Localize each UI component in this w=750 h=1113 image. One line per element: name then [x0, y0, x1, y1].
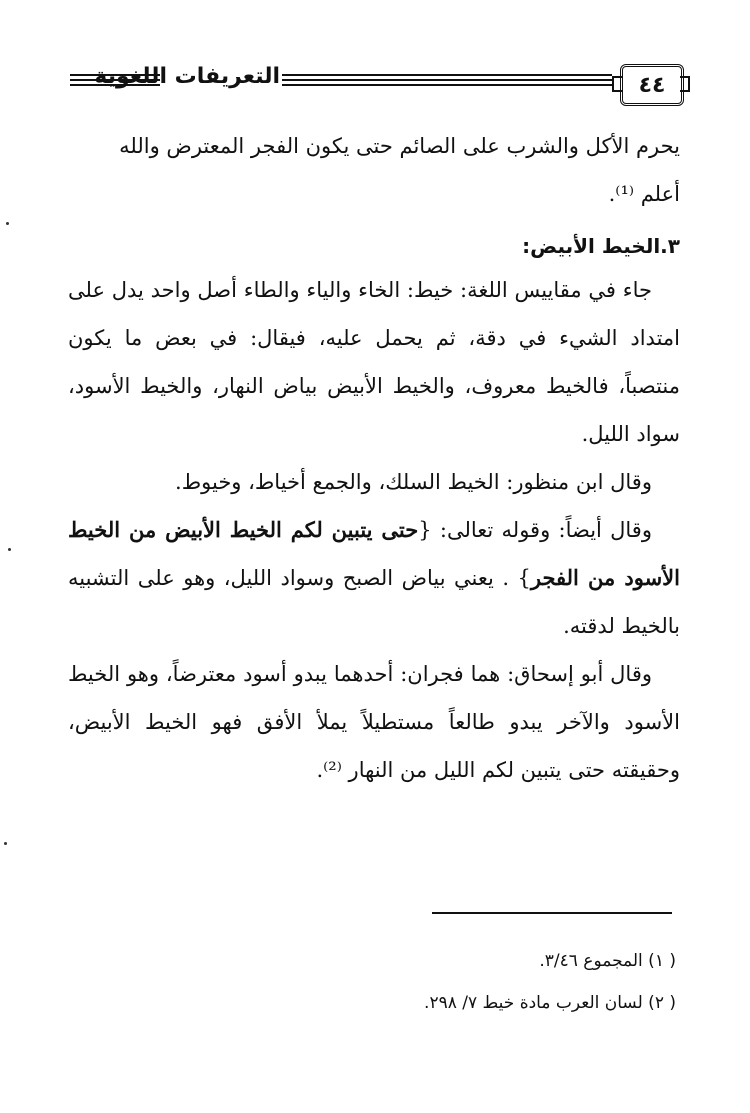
page-number-frame-tab [680, 76, 690, 92]
header-rule-middle [282, 74, 612, 88]
footnote-2: ( ٢) لسان العرب مادة خيط ٧/ ٢٩٨. [424, 993, 676, 1013]
page-number: ٤٤ [620, 64, 684, 106]
footnotes [180, 940, 676, 1024]
section-title: ٣.الخيط الأبيض: [522, 234, 680, 258]
scan-speck [8, 548, 11, 551]
verse-explanation: } . يعني بياض الصبح وسواد الليل، وهو على التشبيه بالخيط لدقته. [68, 566, 680, 638]
paragraph-ibn-manzur: وقال ابن منظور: الخيط السلك، والجمع أخياط، وخيوط. [175, 470, 652, 494]
running-title: التعريفات اللغوية [94, 64, 280, 89]
paragraph-continuation-end: أعلم ⁽¹⁾. [608, 182, 680, 206]
footnote-1: ( ١) المجموع ٣/٤٦. [539, 951, 676, 971]
page-header [60, 62, 692, 106]
scan-speck [4, 842, 7, 845]
paragraph-maqayis: جاء في مقاييس اللغة: خيط: الخاء والياء والطاء أصل واحد يدل على امتداد الشيء في دقة، ثم يحمل عليه، فيقال: في بعض ما يكون منتصباً، فالخيط معروف، والخيط الأبيض بياض النهار، والخيط الأسود، سواد الليل. [68, 278, 680, 446]
footnote-separator [432, 912, 672, 914]
page-body [68, 122, 680, 794]
scan-speck [6, 222, 9, 225]
paragraph-abu-ishaq: وقال أبو إسحاق: هما فجران: أحدهما يبدو أسود معترضاً، وهو الخيط الأسود والآخر يبدو طالعاً مستطيلاً يملأ الأفق فهو الخيط الأبيض، وحقيقته حتى يتبين لكم الليل من النهار ⁽²⁾. [68, 662, 680, 782]
paragraph-verse [68, 506, 680, 650]
paragraph-continuation: يحرم الأكل والشرب على الصائم حتى يكون الفجر المعترض والله [119, 134, 680, 158]
verse-intro: وقال أيضاً: وقوله تعالى: { [418, 518, 652, 542]
quran-verse: حتى يتبين لكم الخيط الأبيض من الخيط الأسود من الفجر [68, 517, 680, 590]
